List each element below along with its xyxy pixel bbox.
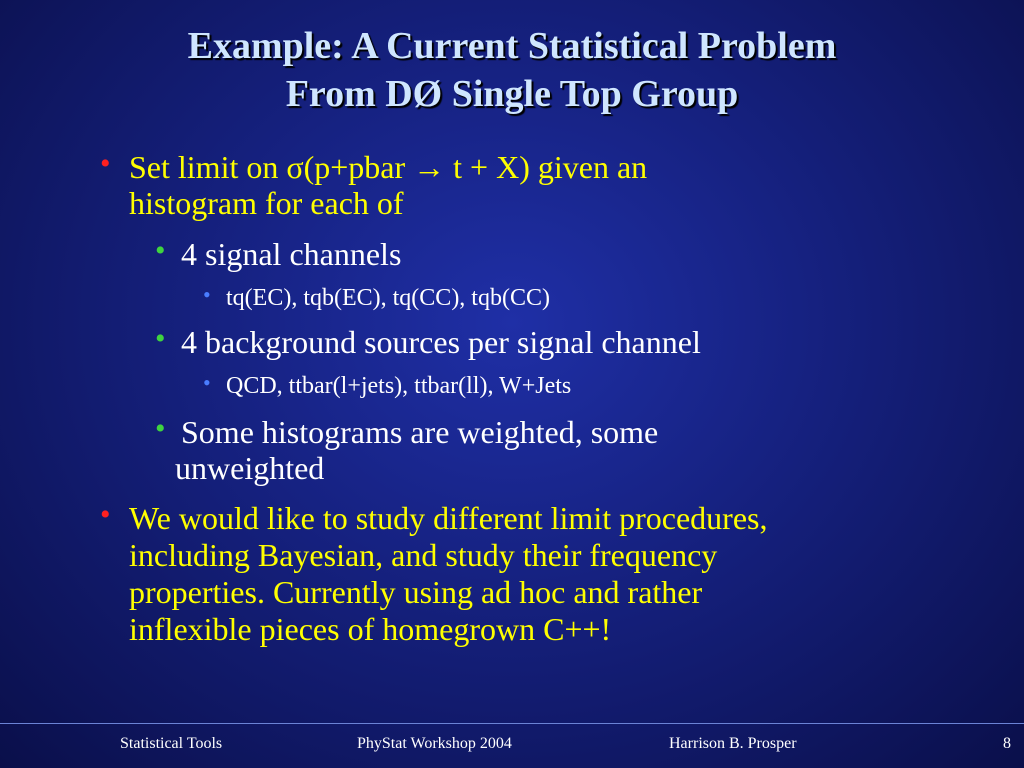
bullet-2-text-line-4: inflexible pieces of homegrown C++! [129, 611, 612, 647]
bullet-1-2-1-text: QCD, ttbar(l+jets), ttbar(ll), W+Jets [226, 373, 572, 399]
bullet-1-2-marker: • [155, 322, 166, 355]
bullet-1-1-text: 4 signal channels [181, 236, 402, 272]
bullet-1-text-line-2: histogram for each of [129, 185, 404, 221]
bullet-2-marker: • [100, 498, 111, 531]
bullet-1-marker: • [100, 147, 111, 180]
footer-author: Harrison B. Prosper [669, 735, 797, 752]
footer-event-name: PhyStat Workshop 2004 [357, 735, 512, 752]
title-line-1: Example: A Current Statistical Problem [187, 25, 837, 67]
bullet-2-text-line-1: We would like to study different limit procedures, [129, 500, 768, 536]
footer-page-number: 8 [1003, 735, 1011, 752]
bullet-1-3-text-line-2: unweighted [175, 450, 325, 486]
bullet-1-2-text: 4 background sources per signal channel [181, 324, 701, 360]
bullet-1-text-line-1: Set limit on σ(p+pbar → t + X) given an [129, 149, 648, 185]
title-line-2: From DØ Single Top Group [285, 73, 739, 115]
slide-title [0, 22, 1024, 118]
bullet-1-3-text-line-1: Some histograms are weighted, some [181, 414, 659, 450]
footer-divider [0, 723, 1024, 724]
bullet-1-1-1-text: tq(EC), tqb(EC), tq(CC), tqb(CC) [226, 285, 550, 311]
bullet-1-3-marker: • [155, 412, 166, 445]
bullet-1-1-1-marker: • [203, 282, 211, 307]
bullet-2-text-line-3: properties. Currently using ad hoc and rather [129, 574, 703, 610]
bullet-1-1-marker: • [155, 234, 166, 267]
bullet-2-text-line-2: including Bayesian, and study their frequency [129, 537, 718, 573]
bullet-1-2-1-marker: • [203, 370, 211, 395]
footer-presentation-title: Statistical Tools [120, 735, 223, 752]
